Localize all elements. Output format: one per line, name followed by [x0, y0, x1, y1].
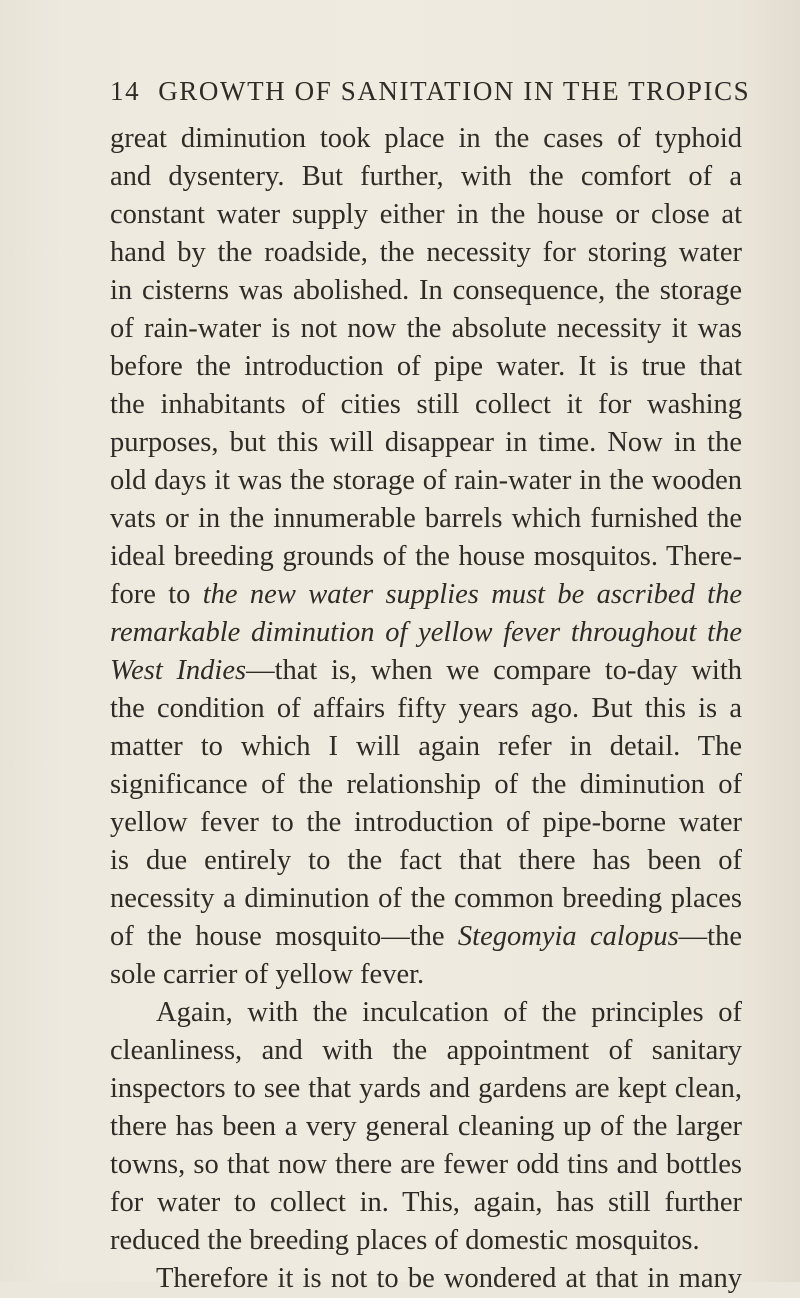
text-line: is due entirely to the fact that there has been of: [110, 845, 742, 876]
text-line: there has been a very general cleaning up of the larger: [110, 1111, 742, 1142]
text-line: of rain-water is not now the absolute necessity it was: [110, 313, 742, 344]
page-number: 14: [110, 76, 141, 106]
body-text: [110, 120, 742, 1298]
text-line: sole carrier of yellow fever.: [110, 959, 425, 990]
text-line: vats or in the innumerable barrels which furnished the: [110, 503, 742, 534]
italic-span: remarkable diminution of yellow fever throughout the: [110, 617, 742, 648]
text-line: before the introduction of pipe water. It is true that: [110, 351, 742, 382]
text-line: towns, so that now there are fewer odd tins and bottles: [110, 1149, 742, 1180]
text-line: necessity a diminution of the common breeding places: [110, 883, 742, 914]
text-line: and dysentery. But further, with the comfort of a: [110, 161, 742, 192]
italic-span: the new water supplies must be ascribed the: [202, 579, 742, 610]
text-line: in cisterns was abolished. In consequence, the storage: [110, 275, 742, 306]
italic-span: West Indies: [110, 655, 247, 686]
text-line: ideal breeding grounds of the house mosquitos. There-: [110, 541, 742, 572]
text-line: for water to collect in. This, again, has still further: [110, 1187, 742, 1218]
paragraph-start-line: Therefore it is not to be wondered at that in many: [156, 1263, 742, 1294]
text-line: [110, 614, 742, 652]
paragraph-start-line: Again, with the inculcation of the principles of: [156, 997, 742, 1028]
text-line: old days it was the storage of rain-water in the wooden: [110, 465, 742, 496]
text-line: constant water supply either in the house or close at: [110, 199, 742, 230]
text-line: yellow fever to the introduction of pipe-borne water: [110, 807, 742, 838]
text-line: great diminution took place in the cases of typhoid: [110, 123, 742, 154]
running-title: GROWTH OF SANITATION IN THE TROPICS: [158, 76, 751, 106]
text-line: hand by the roadside, the necessity for storing water: [110, 237, 742, 268]
text-line: the inhabitants of cities still collect it for washing: [110, 389, 742, 420]
text-line: of the house mosquito—the Stegomyia calopus—the: [110, 921, 742, 952]
text-line: cleanliness, and with the appointment of sanitary: [110, 1035, 742, 1066]
text-line: fore to the new water supplies must be ascribed the: [110, 579, 742, 610]
italic-span: Stegomyia calopus: [457, 921, 679, 952]
text-line: matter to which I will again refer in detail. The: [110, 731, 742, 762]
text-line: West Indies—that is, when we compare to-day with: [110, 655, 742, 686]
text-line: the condition of affairs fifty years ago. But this is a: [110, 693, 742, 724]
text-line: reduced the breeding places of domestic mosquitos.: [110, 1225, 700, 1256]
text-line: purposes, but this will disappear in time. Now in the: [110, 427, 742, 458]
text-line: inspectors to see that yards and gardens are kept clean,: [110, 1073, 742, 1104]
running-head: [110, 76, 751, 107]
text-line: significance of the relationship of the diminution of: [110, 769, 742, 800]
